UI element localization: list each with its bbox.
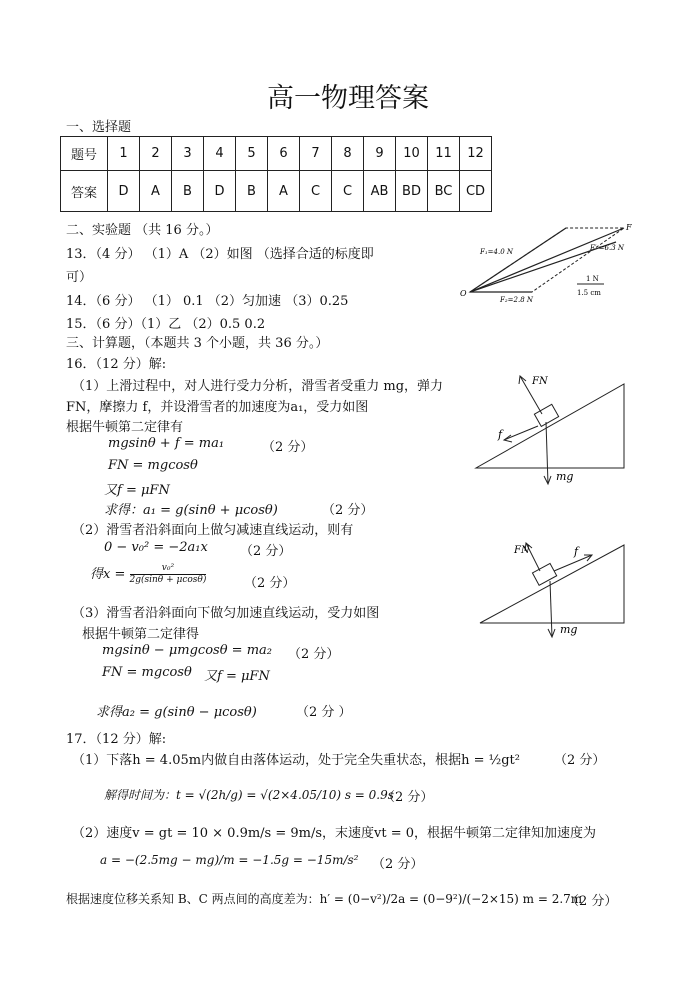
table-cell: C	[332, 171, 364, 212]
q16-newton-text: 根据牛顿第二定律有	[66, 420, 184, 435]
table-cell: 4	[204, 137, 236, 171]
table-row	[61, 137, 492, 171]
mg-label: mg	[560, 623, 578, 636]
origin-label: O	[460, 289, 467, 298]
f-arrow	[504, 426, 538, 440]
table-cell: BD	[396, 171, 428, 212]
q16-part3-text: （3）滑雪者沿斜面向下做匀加速直线运动，受力如图	[72, 606, 380, 621]
q17-part2-text: （2）速度v = gt = 10 × 0.9m/s = 9m/s，末速度vt = 0，根据牛顿第二定律知加速度为	[72, 826, 597, 841]
q16-equation-5: 0 − v₀² = −2a₁x	[104, 540, 208, 555]
table-cell: 3	[172, 137, 204, 171]
q16-part1-line2: FN，摩擦力 f，并设滑雪者的加速度为a₁，受力如图	[66, 400, 369, 415]
q16-equation-1: mgsinθ + f = ma₁	[108, 436, 225, 451]
q16-heading: 16．（12 分）解:	[66, 357, 167, 372]
q16-equation-7: mgsinθ − μmgcosθ = ma₂	[102, 643, 272, 658]
table-cell: D	[204, 171, 236, 212]
table-cell: C	[300, 171, 332, 212]
table-cell: D	[108, 171, 140, 212]
f-prime-label: F′ =6.3 N	[590, 244, 625, 252]
table-cell: 10	[396, 137, 428, 171]
page-title: 高一物理答案	[267, 83, 429, 114]
table-cell: 12	[460, 137, 492, 171]
force-parallelogram-figure	[456, 220, 642, 302]
scale-top-label: 1 N	[586, 275, 599, 283]
incline-triangle	[476, 384, 624, 468]
table-cell: 2	[140, 137, 172, 171]
fn-label: FN	[514, 545, 530, 556]
q16-equation-1-score: （2 分）	[262, 440, 314, 455]
q17-equation-2: a = −(2.5mg − mg)/m = −1.5g = −15m/s²	[100, 853, 359, 867]
q15-answer: 15．（6 分）（1）乙 （2）0.5 0.2	[66, 317, 266, 332]
f-arrow	[554, 555, 592, 571]
q16-equation-6-score: （2 分）	[244, 576, 296, 591]
q13-line1: 13．（4 分） （1）A （2）如图 （选择合适的标度即	[66, 247, 374, 262]
section-experiment-heading: 二、实验题 （共 16 分。）	[66, 223, 219, 238]
table-cell: B	[172, 171, 204, 212]
incline-triangle	[480, 545, 624, 623]
mg-arrow	[550, 581, 552, 637]
table-cell: 7	[300, 137, 332, 171]
table-header-cell: 答案	[61, 171, 108, 212]
q16-equation-7-score: （2 分）	[288, 647, 340, 662]
fraction-denominator: 2g(sinθ + μcosθ)	[129, 575, 207, 585]
q16-equation-5-score: （2 分）	[240, 544, 292, 559]
q14-answer: 14．（6 分） （1） 0.1 （2）匀加速 （3）0.25	[66, 294, 349, 309]
f1-label: F₁=4.0 N	[480, 248, 514, 256]
q16-equation-4: 求得：a₁ = g(sinθ + μcosθ)	[104, 503, 278, 518]
q17-part3-text: 根据速度位移关系知 B、C 两点间的高度差为：h′ = (0−v²)/2a = (0−9²)/(−2×15) m = 2.7m	[66, 892, 583, 906]
mg-arrow	[546, 422, 548, 484]
q16-equation-3: 又f = μFN	[104, 483, 170, 498]
q16-equation-6-fraction	[130, 563, 207, 586]
section-calc-heading: 三、计算题，（本题共 3 个小题，共 36 分。）	[66, 336, 329, 351]
q17-part3-score: （2 分）	[566, 894, 618, 909]
fn-label: FN	[532, 376, 548, 387]
q16-equation-4-score: （2 分）	[322, 503, 374, 518]
table-cell: A	[268, 171, 300, 212]
table-cell: 6	[268, 137, 300, 171]
f-label: F	[626, 223, 632, 232]
q16-equation-8a: FN = mgcosθ	[102, 665, 192, 680]
q16-equation-6-prefix: 得x =	[90, 567, 126, 582]
f1-vector	[470, 228, 566, 292]
f2-label: F₂=2.8 N	[500, 296, 534, 302]
section-choice-heading: 一、选择题	[66, 120, 132, 135]
q16-equation-2: FN = mgcosθ	[108, 458, 198, 473]
incline-up-figure	[470, 366, 630, 486]
incline-down-figure	[470, 535, 630, 647]
q13-line2: 可）	[66, 270, 93, 285]
q17-equation-1: 解得时间为：t = √(2h/g) = √(2×4.05/10) s = 0.9s	[104, 788, 394, 802]
table-cell: 9	[364, 137, 396, 171]
f-vector	[470, 228, 624, 292]
mg-label: mg	[556, 470, 574, 483]
q17-heading: 17．（12 分）解:	[66, 732, 167, 747]
q17-equation-2-score: （2 分）	[372, 857, 424, 872]
q17-part1-text: （1）下落h = 4.05m内做自由落体运动，处于完全失重状态，根据h = ½gt²	[72, 753, 520, 768]
table-header-cell: 题号	[61, 137, 108, 171]
table-cell: 11	[428, 137, 460, 171]
q16-part1-line1: （1）上滑过程中，对人进行受力分析，滑雪者受重力 mg，弹力	[72, 379, 444, 394]
f-label: f	[498, 428, 503, 441]
answer-table	[60, 136, 492, 212]
q16-newton-text-2: 根据牛顿第二定律得	[82, 627, 200, 642]
table-cell: 8	[332, 137, 364, 171]
block	[532, 563, 556, 585]
table-cell: A	[140, 171, 172, 212]
table-row	[61, 171, 492, 212]
scale-bottom-label: 1.5 cm	[577, 289, 601, 297]
q17-equation-1-score: （2 分）	[382, 790, 434, 805]
table-cell: 5	[236, 137, 268, 171]
q16-equation-9: 求得a₂ = g(sinθ − μcosθ)	[96, 705, 257, 720]
q16-equation-9-score: （2 分 ）	[296, 705, 352, 720]
fraction-numerator: v₀²	[130, 563, 207, 575]
q17-part1-score: （2 分）	[554, 753, 606, 768]
q16-equation-8b: 又f = μFN	[204, 669, 270, 684]
table-cell: 1	[108, 137, 140, 171]
table-cell: AB	[364, 171, 396, 212]
q16-equation-6	[90, 563, 206, 586]
table-cell: BC	[428, 171, 460, 212]
f-label: f	[574, 545, 579, 558]
table-cell: B	[236, 171, 268, 212]
table-cell: CD	[460, 171, 492, 212]
q16-part2-text: （2）滑雪者沿斜面向上做匀减速直线运动，则有	[72, 523, 354, 538]
